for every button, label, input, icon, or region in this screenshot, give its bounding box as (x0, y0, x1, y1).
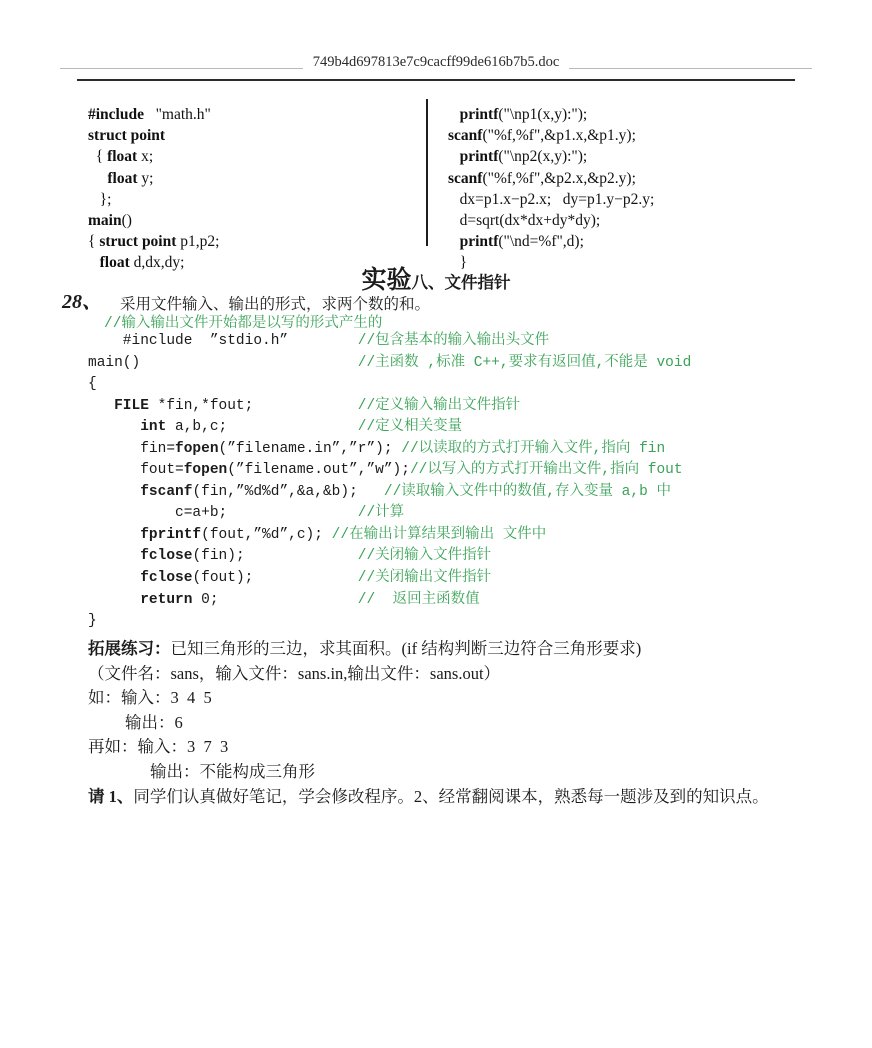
code-comment: //在输出计算结果到输出 文件中 (331, 526, 547, 543)
code-segment: (fout,”%d”,c); (201, 526, 323, 543)
code-line (448, 125, 654, 146)
program-line (88, 460, 691, 482)
code-segment: FILE (114, 397, 149, 414)
code-segment: dx=p1.x−p2.x; dy=p1.y−p2.y; (448, 190, 655, 208)
code-segment: d=sqrt(dx*dx+dy*dy); (448, 212, 601, 230)
program-line (88, 611, 691, 633)
program-intro-comment: //输入输出文件开始都是以写的形式产生的 (104, 316, 383, 332)
note-line (88, 711, 769, 736)
code-segment: float (107, 169, 138, 187)
code-comment: //定义相关变量 (357, 419, 463, 436)
code-segment: fclose (140, 548, 193, 565)
problem-text: 采用文件输入、输出的形式，求两个数的和。 (120, 296, 431, 313)
code-segment: { (88, 148, 108, 166)
code-line (448, 104, 654, 125)
code-line (88, 125, 219, 146)
code-segment: main() (88, 354, 141, 371)
program-line (88, 417, 691, 439)
code-segment: int (140, 419, 167, 436)
code-segment (88, 548, 140, 564)
top-code-right (448, 104, 654, 274)
program-line (88, 331, 691, 353)
code-segment (88, 570, 140, 586)
code-segment: (fin,”%d%d”,&a,&b); (192, 483, 358, 500)
code-segment: printf (459, 233, 499, 251)
code-comment: //关闭输入文件指针 (357, 548, 492, 565)
code-comment: //关闭输出文件指针 (357, 570, 492, 587)
code-segment: p1,p2; (176, 233, 220, 251)
code-comment: // 返回主函数值 (357, 591, 480, 608)
note-line (88, 686, 769, 711)
code-segment: #include ”stdio.h” (88, 333, 289, 349)
code-segment: ("\np2(x,y):"); (498, 148, 588, 166)
code-line (88, 231, 219, 252)
code-segment: (fin); (192, 548, 245, 565)
code-segment: ("%f,%f",&p2.x,&p2.y); (482, 169, 636, 187)
note-text: 如：输入：3 4 5 (88, 688, 212, 708)
code-segment: d,dx,dy; (129, 254, 185, 272)
note-lead: 拓展练习： (88, 639, 171, 658)
note-line (88, 637, 769, 662)
code-segment: c=a+b; (88, 505, 228, 522)
code-segment: printf (459, 106, 499, 123)
notes-block (88, 637, 769, 809)
code-segment: a,b,c; (166, 419, 228, 436)
code-comment: //以写入的方式打开输出文件,指向 fout (409, 462, 683, 479)
program-line (88, 439, 691, 461)
note-line (88, 760, 769, 785)
code-segment (88, 592, 140, 608)
program-line (88, 503, 691, 525)
code-segment (448, 233, 460, 250)
program-line (88, 590, 691, 612)
code-segment: 0; (192, 591, 219, 608)
code-segment: ("\nd=%f",d); (498, 233, 584, 251)
program-line (88, 568, 691, 590)
code-segment: (fout); (192, 570, 254, 587)
problem-number: 28、 (62, 291, 102, 313)
section-title (0, 260, 872, 296)
code-segment: () (121, 212, 132, 230)
program-line (88, 396, 691, 418)
code-segment (448, 106, 460, 123)
code-segment: x; (137, 148, 154, 166)
code-segment: float (107, 148, 138, 166)
code-segment: "math.h" (143, 106, 211, 123)
note-text: 同学们认真做好笔记，学会修改程序。2、经常翻阅课本，熟悉每一题涉及到的知识点。 (133, 786, 769, 806)
code-segment: struct point (99, 233, 177, 251)
program-line (88, 546, 691, 568)
code-segment: *fin,*fout; (148, 397, 254, 414)
code-segment: fscanf (140, 483, 193, 500)
code-line (88, 168, 219, 189)
code-segment: ("\np1(x,y):"); (498, 106, 588, 123)
program-line (88, 482, 691, 504)
code-segment: fopen (175, 440, 219, 457)
code-segment: fin= (88, 440, 176, 457)
code-segment: fclose (140, 570, 193, 587)
code-segment: { (88, 233, 100, 251)
code-segment: y; (137, 169, 154, 187)
code-line (88, 210, 219, 231)
code-comment: //读取输入文件中的数值,存入变量 a,b 中 (383, 483, 671, 500)
code-segment: fprintf (140, 526, 202, 543)
top-code-left (88, 104, 219, 274)
code-line (88, 189, 219, 210)
code-segment: float (99, 254, 130, 272)
note-text: 再如：输入：3 7 3 (88, 737, 229, 757)
section-title-small: 八、文件指针 (411, 273, 511, 292)
code-segment: struct point (88, 127, 166, 145)
code-segment: scanf (448, 169, 483, 187)
section-title-big: 实验 (361, 267, 412, 294)
program-block (88, 331, 691, 633)
code-segment: (”filename.out”,”w”); (227, 462, 410, 479)
code-segment: { (88, 376, 97, 393)
code-line (88, 104, 219, 125)
code-segment (88, 484, 140, 500)
code-line (448, 189, 654, 210)
code-comment: //以读取的方式打开输入文件,指向 fin (401, 440, 666, 457)
code-segment (448, 148, 460, 165)
note-text: （文件名：sans，输入文件：sans.in,输出文件：sans.out） (88, 663, 501, 683)
code-segment: } (448, 254, 468, 272)
code-segment (88, 527, 140, 543)
code-segment: return (140, 591, 193, 608)
program-line (88, 353, 691, 375)
note-text: 输出：不能构成三角形 (150, 761, 315, 781)
code-segment: fout= (88, 462, 184, 479)
code-line (88, 146, 219, 167)
note-line (88, 735, 769, 760)
code-comment: //主函数 ,标准 C++,要求有返回值,不能是 void (357, 354, 692, 371)
code-comment: //包含基本的输入输出头文件 (357, 333, 550, 349)
header-doc-title: 749b4d697813e7c9cacff99de616b7b5.doc (0, 54, 872, 71)
note-lead: 请 1、 (88, 786, 134, 806)
code-segment: main (88, 212, 122, 230)
code-segment (88, 419, 140, 435)
code-segment (88, 170, 107, 187)
column-divider (426, 99, 428, 246)
code-segment: (”filename.in”,”r”); (218, 440, 393, 457)
code-line (448, 231, 654, 252)
code-segment: #include (88, 106, 144, 123)
code-line (448, 146, 654, 167)
code-line (448, 210, 654, 231)
program-line (88, 525, 691, 547)
note-text: 已知三角形的三边，求其面积。(if 结构判断三边符合三角形要求) (170, 639, 642, 658)
code-comment: //计算 (357, 505, 405, 522)
code-comment: //定义输入输出文件指针 (357, 397, 521, 414)
header-rule (77, 79, 795, 81)
note-line (88, 785, 769, 810)
code-segment: } (88, 613, 97, 630)
note-line (88, 662, 769, 687)
code-segment (88, 398, 114, 414)
code-segment: ("%f,%f",&p1.x,&p1.y); (482, 127, 636, 145)
code-segment: printf (459, 148, 499, 166)
note-text: 输出：6 (125, 712, 183, 732)
code-segment: scanf (448, 127, 483, 145)
code-segment: }; (88, 190, 112, 208)
code-segment: fopen (183, 462, 228, 479)
code-line (448, 168, 654, 189)
program-line (88, 374, 691, 396)
